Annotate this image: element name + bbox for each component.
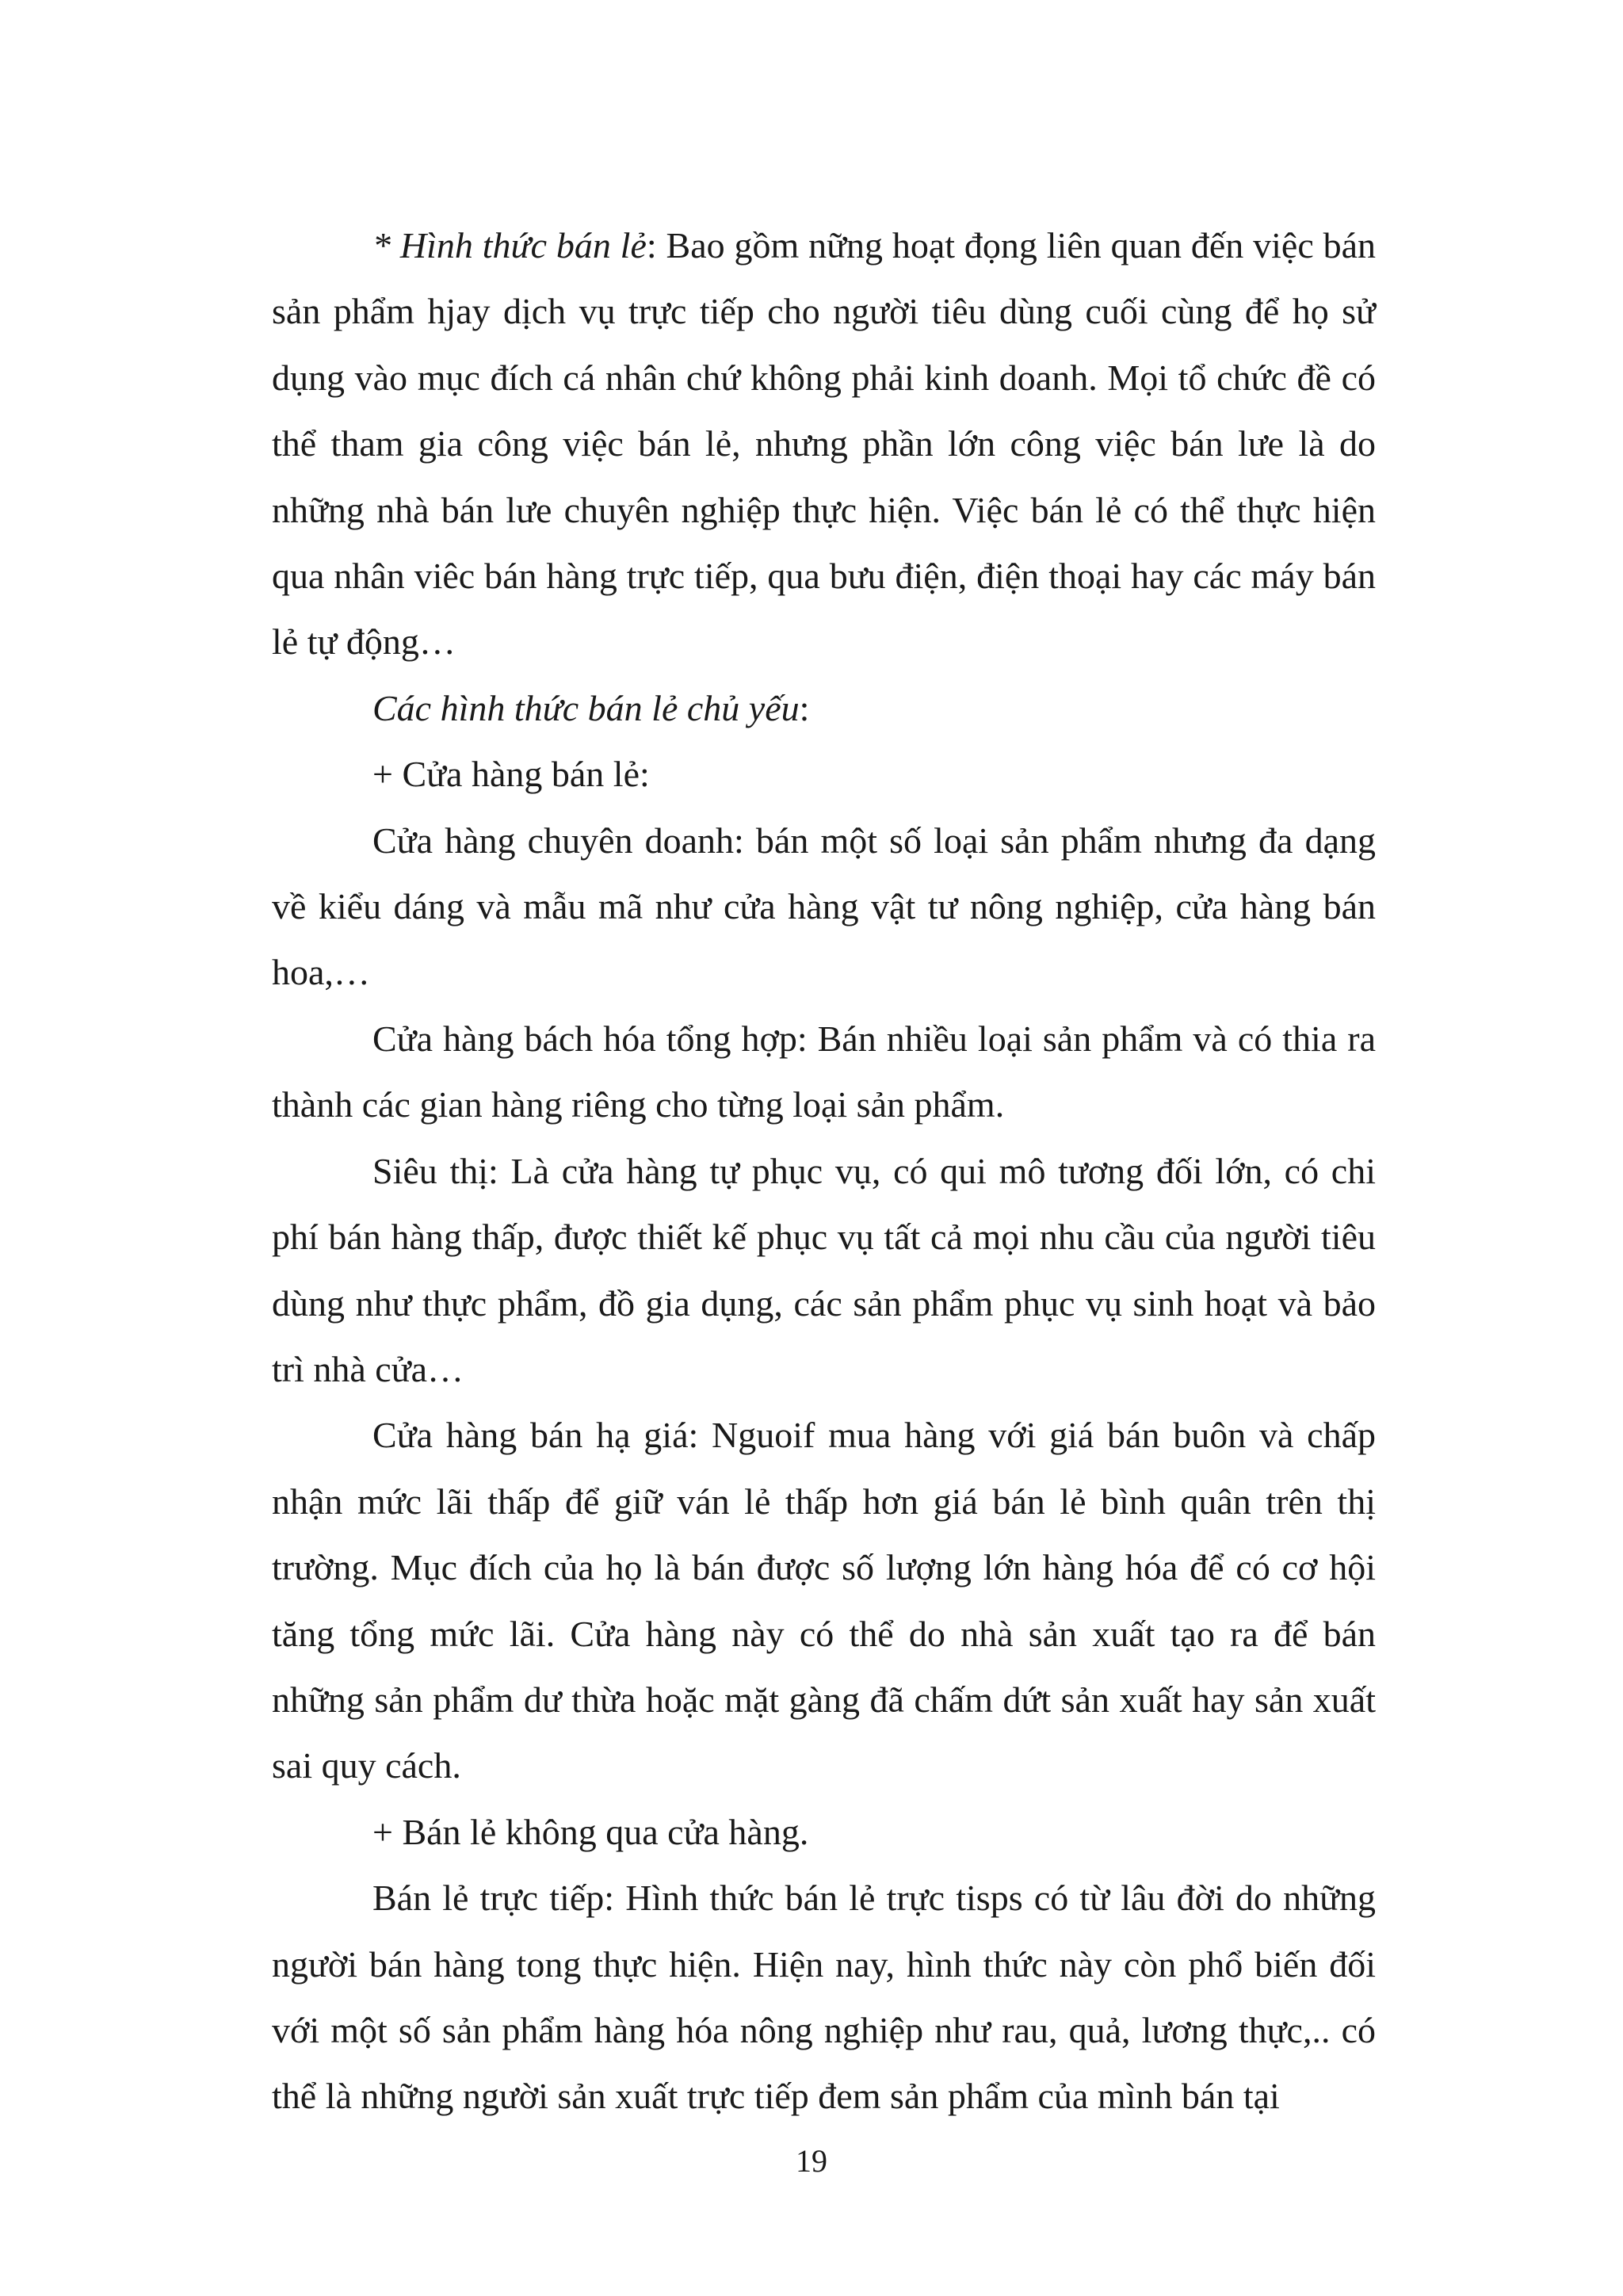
paragraph-text: Cửa hàng bách hóa tổng hợp: Bán nhiều loại sản phẩm và có thia ra thành các gian hàng riêng cho từng loại sản phẩm. (272, 1018, 1376, 1125)
paragraph-text: + Bán lẻ không qua cửa hàng. (372, 1811, 809, 1852)
page-number: 19 (796, 2143, 827, 2179)
paragraph-text: Siêu thị: Là cửa hàng tự phục vụ, có qui mô tương đối lớn, có chi phí bán hàng thấp, được thiết kế phục vụ tất cả mọi nhu cầu của người tiêu dùng như thực phẩm, đồ gia dụng, các sản phẩm phục vụ sinh hoạt và bảo trì nhà cửa… (272, 1150, 1376, 1389)
paragraph-text: Cửa hàng bán hạ giá: Nguoif mua hàng với giá bán buôn và chấp nhận mức lãi thấp để giữ ván lẻ thấp hơn giá bán lẻ bình quân trên thị trường. Mục đích của họ là bán được số lượng lớn hàng hóa để có cơ hội tăng tổng mức lãi. Cửa hàng này có thể do nhà sản xuất tạo ra để bán những sản phẩm dư thừa hoặc mặt gàng đã chấm dứt sản xuất hay sản xuất sai quy cách. (272, 1415, 1376, 1786)
paragraph-supermarket (272, 1138, 1376, 1403)
paragraph-text: Bán lẻ trực tiếp: Hình thức bán lẻ trực tisps có từ lâu đời do những người bán hàng tong thực hiện. Hiện nay, hình thức này còn phổ biến đối với một số sản phẩm hàng hóa nông nghiệp như rau, quả, lương thực,.. có thể là những người sản xuất trực tiếp đem sản phẩm của mình bán tại (272, 1878, 1376, 2117)
paragraph-text: + Cửa hàng bán lẻ: (372, 754, 650, 795)
paragraph-text: : Bao gồm nững hoạt đọng liên quan đến việc bán sản phẩm hjay dịch vụ trực tiếp cho người tiêu dùng cuối cùng để họ sử dụng vào mục đích cá nhân chứ không phải kinh doanh. Mọi tổ chức đề có thể tham gia công việc bán lẻ, nhưng phần lớn công việc bán lưe là do những nhà bán lưe chuyên nghiệp thực hiện. Việc bán lẻ có thể thực hiện qua nhân viêc bán hàng trực tiếp, qua bưu điện, điện thoại hay các máy bán lẻ tự động… (272, 225, 1377, 663)
paragraph-non-store-retail (272, 1799, 1376, 1865)
paragraph-main-forms (272, 675, 1376, 741)
paragraph-text: Cửa hàng chuyên doanh: bán một số loại sản phẩm nhưng đa dạng về kiểu dáng và mẫu mã như cửa hàng vật tư nông nghiệp, cửa hàng bán hoa,… (272, 819, 1376, 993)
paragraph-specialty-store (272, 808, 1376, 1006)
paragraph-retail-definition (272, 212, 1376, 675)
body-text (272, 212, 1376, 2130)
heading-retail-form: * Hình thức bán lẻ (372, 225, 647, 266)
heading-main-forms: Các hình thức bán lẻ chủ yếu (372, 687, 800, 728)
paragraph-discount-store (272, 1402, 1376, 1798)
paragraph-department-store (272, 1006, 1376, 1138)
paragraph-direct-retail (272, 1865, 1376, 2130)
paragraph-retail-stores (272, 741, 1376, 807)
paragraph-text: : (799, 687, 810, 728)
